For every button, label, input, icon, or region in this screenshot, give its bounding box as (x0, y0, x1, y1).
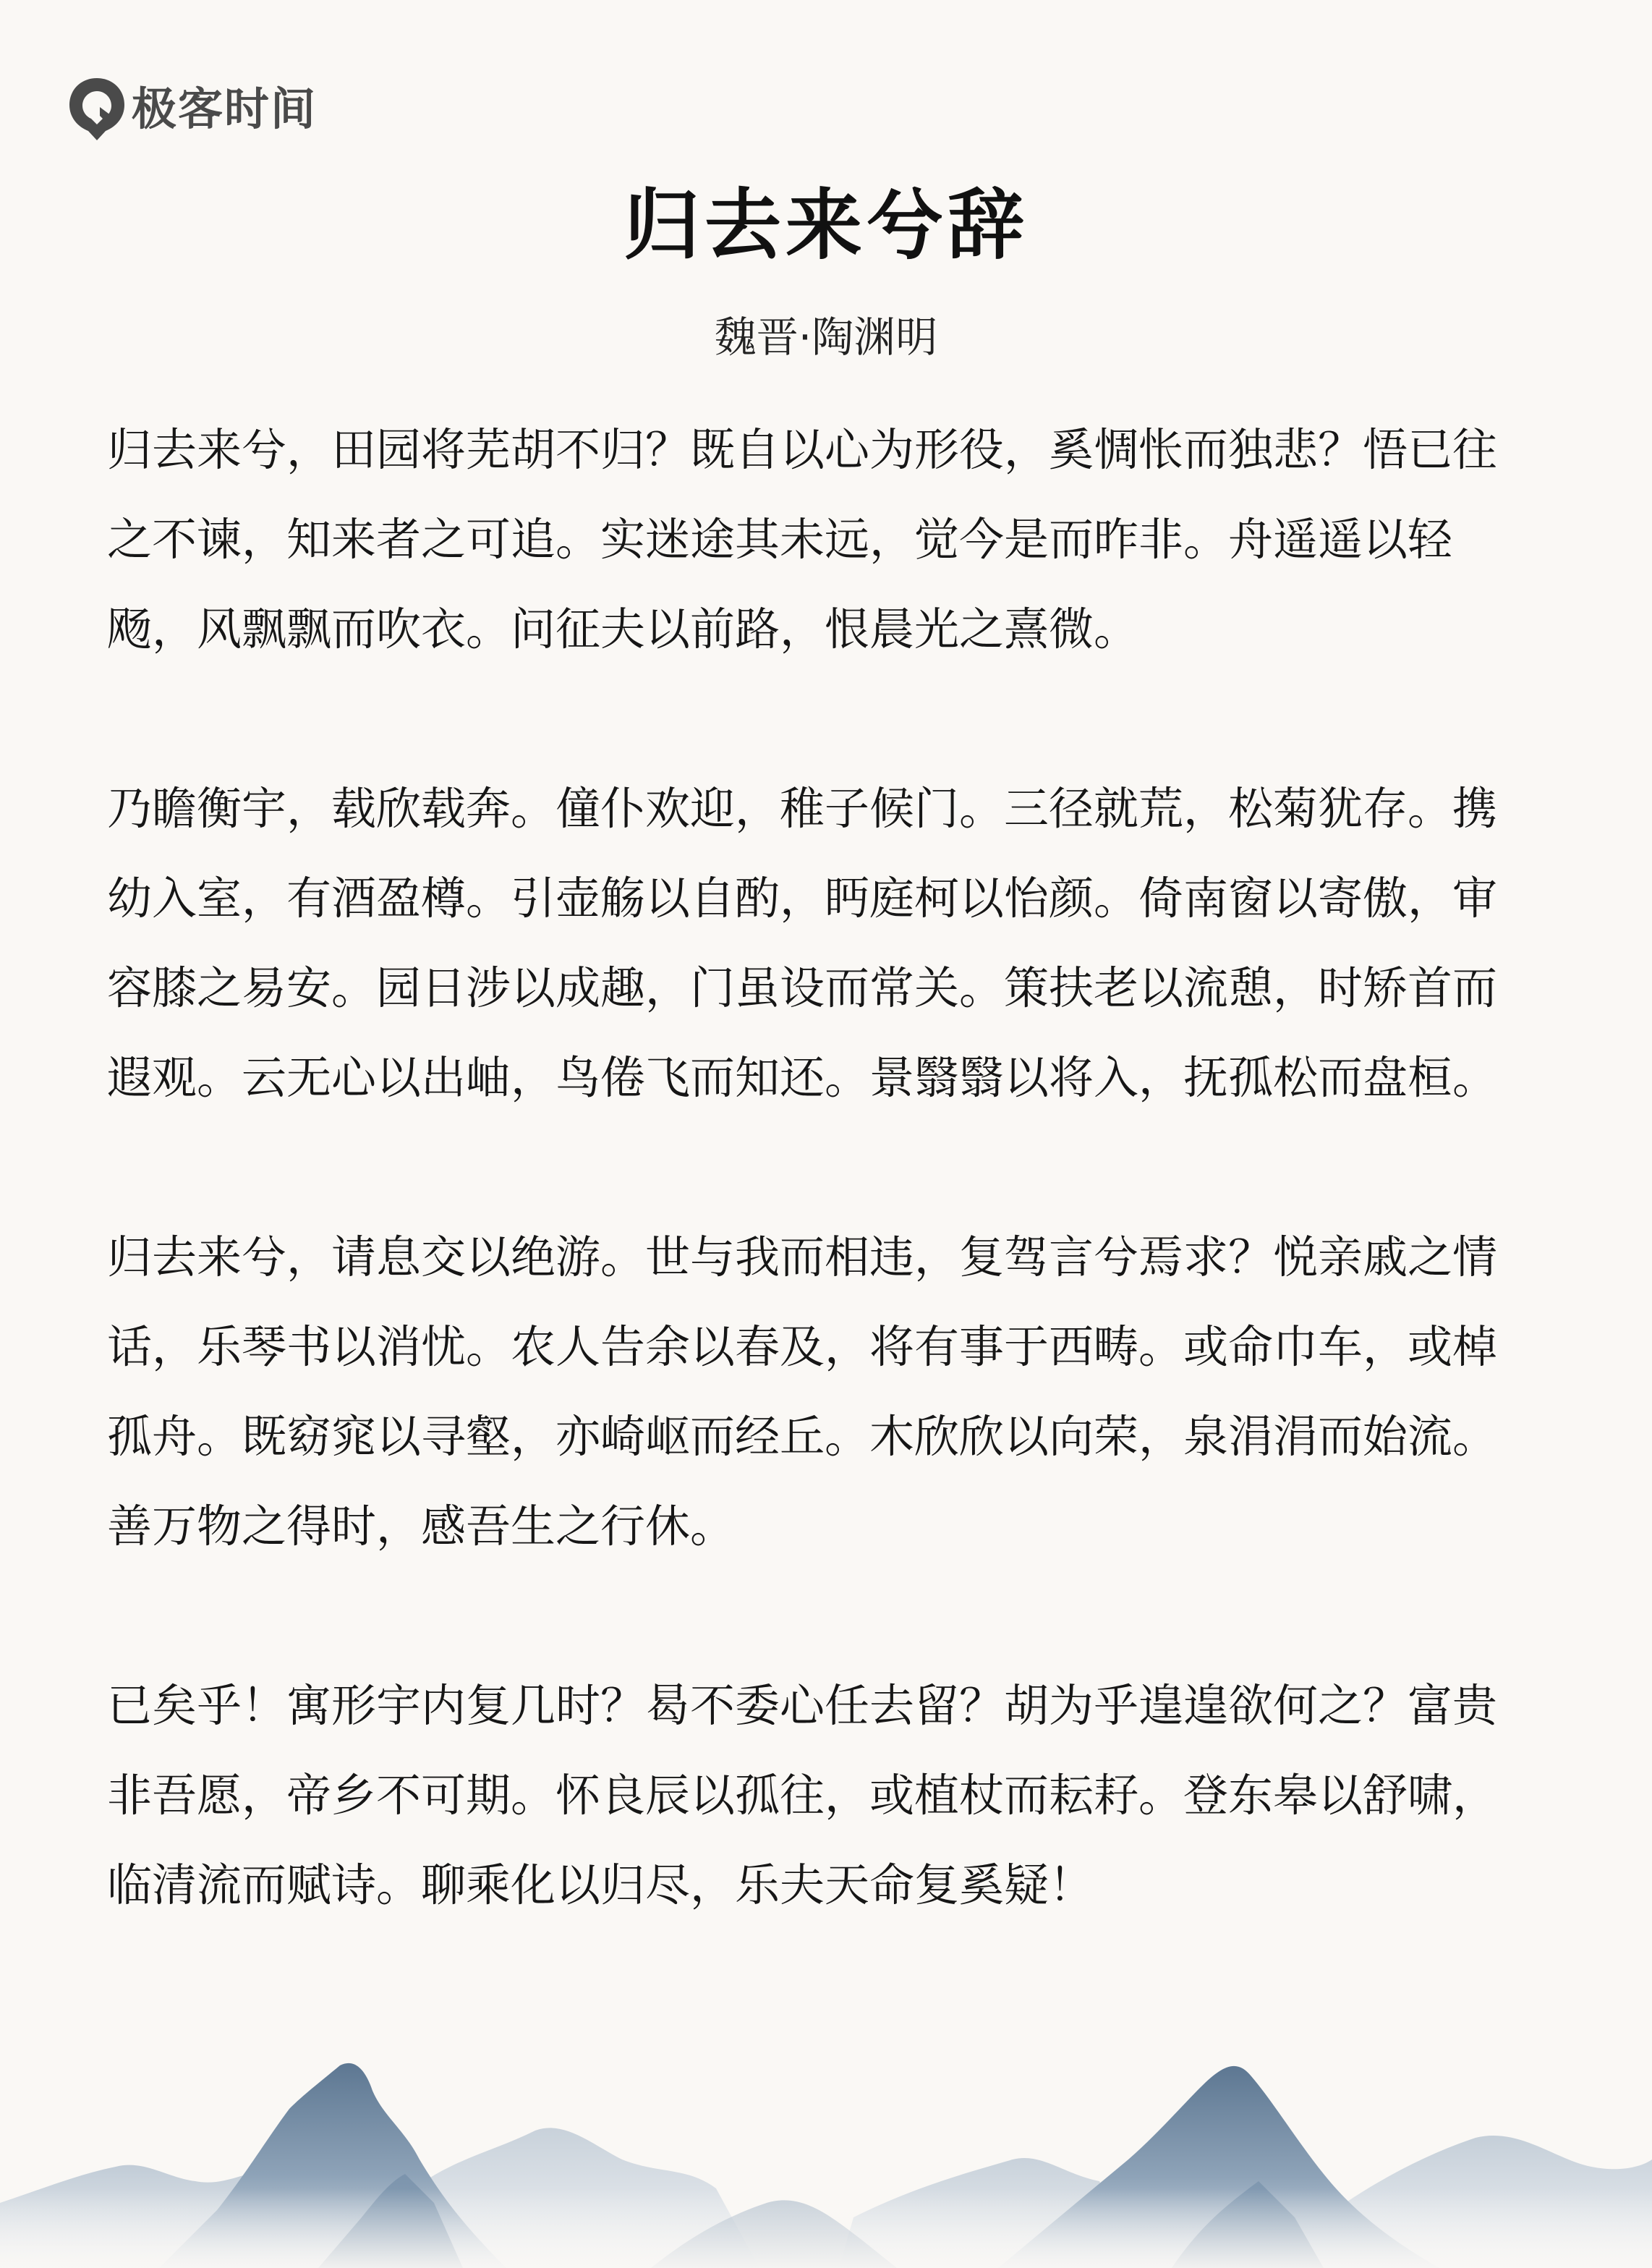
poem-paragraph: 归去来兮，请息交以绝游。世与我而相违，复驾言兮焉求？悦亲戚之情话，乐琴书以消忧。农人告余以春及，将有事于西畴。或命巾车，或棹孤舟。既窈窕以寻壑，亦崎岖而经丘。木欣欣以向荣，泉涓涓而始流。善万物之得时，感吾生之行休。 (107, 1231, 1498, 1553)
poem-body (107, 405, 1532, 2020)
poem-paragraph: 归去来兮，田园将芜胡不归？既自以心为形役，奚惆怅而独悲？悟已往之不谏，知来者之可追。实迷途其未远，觉今是而昨非。舟遥遥以轻飏，风飘飘而吹衣。问征夫以前路，恨晨光之熹微。 (107, 423, 1498, 655)
brand-logo (67, 75, 317, 143)
poem-paragraph: 已矣乎！寓形宇内复几时？曷不委心任去留？胡为乎遑遑欲何之？富贵非吾愿，帝乡不可期。怀良辰以孤往，或植杖而耘耔。登东皋以舒啸，临清流而赋诗。聊乘化以归尽，乐夫天命复奚疑！ (107, 1679, 1498, 1911)
geektime-logo-icon (67, 75, 127, 143)
poem-paragraph: 乃瞻衡宇，载欣载奔。僮仆欢迎，稚子候门。三径就荒，松菊犹存。携幼入室，有酒盈樽。引壶觞以自酌，眄庭柯以怡颜。倚南窗以寄傲，审容膝之易安。园日涉以成趣，门虽设而常关。策扶老以流憩，时矫首而遐观。云无心以出岫，鸟倦飞而知还。景翳翳以将入，抚孤松而盘桓。 (107, 782, 1498, 1104)
poem-author: 魏晋·陶渊明 (714, 313, 938, 362)
ink-mountains-illustration (0, 2051, 1652, 2268)
poem-title: 归去来兮辞 (623, 181, 1029, 270)
brand-name: 极客时间 (132, 82, 318, 135)
